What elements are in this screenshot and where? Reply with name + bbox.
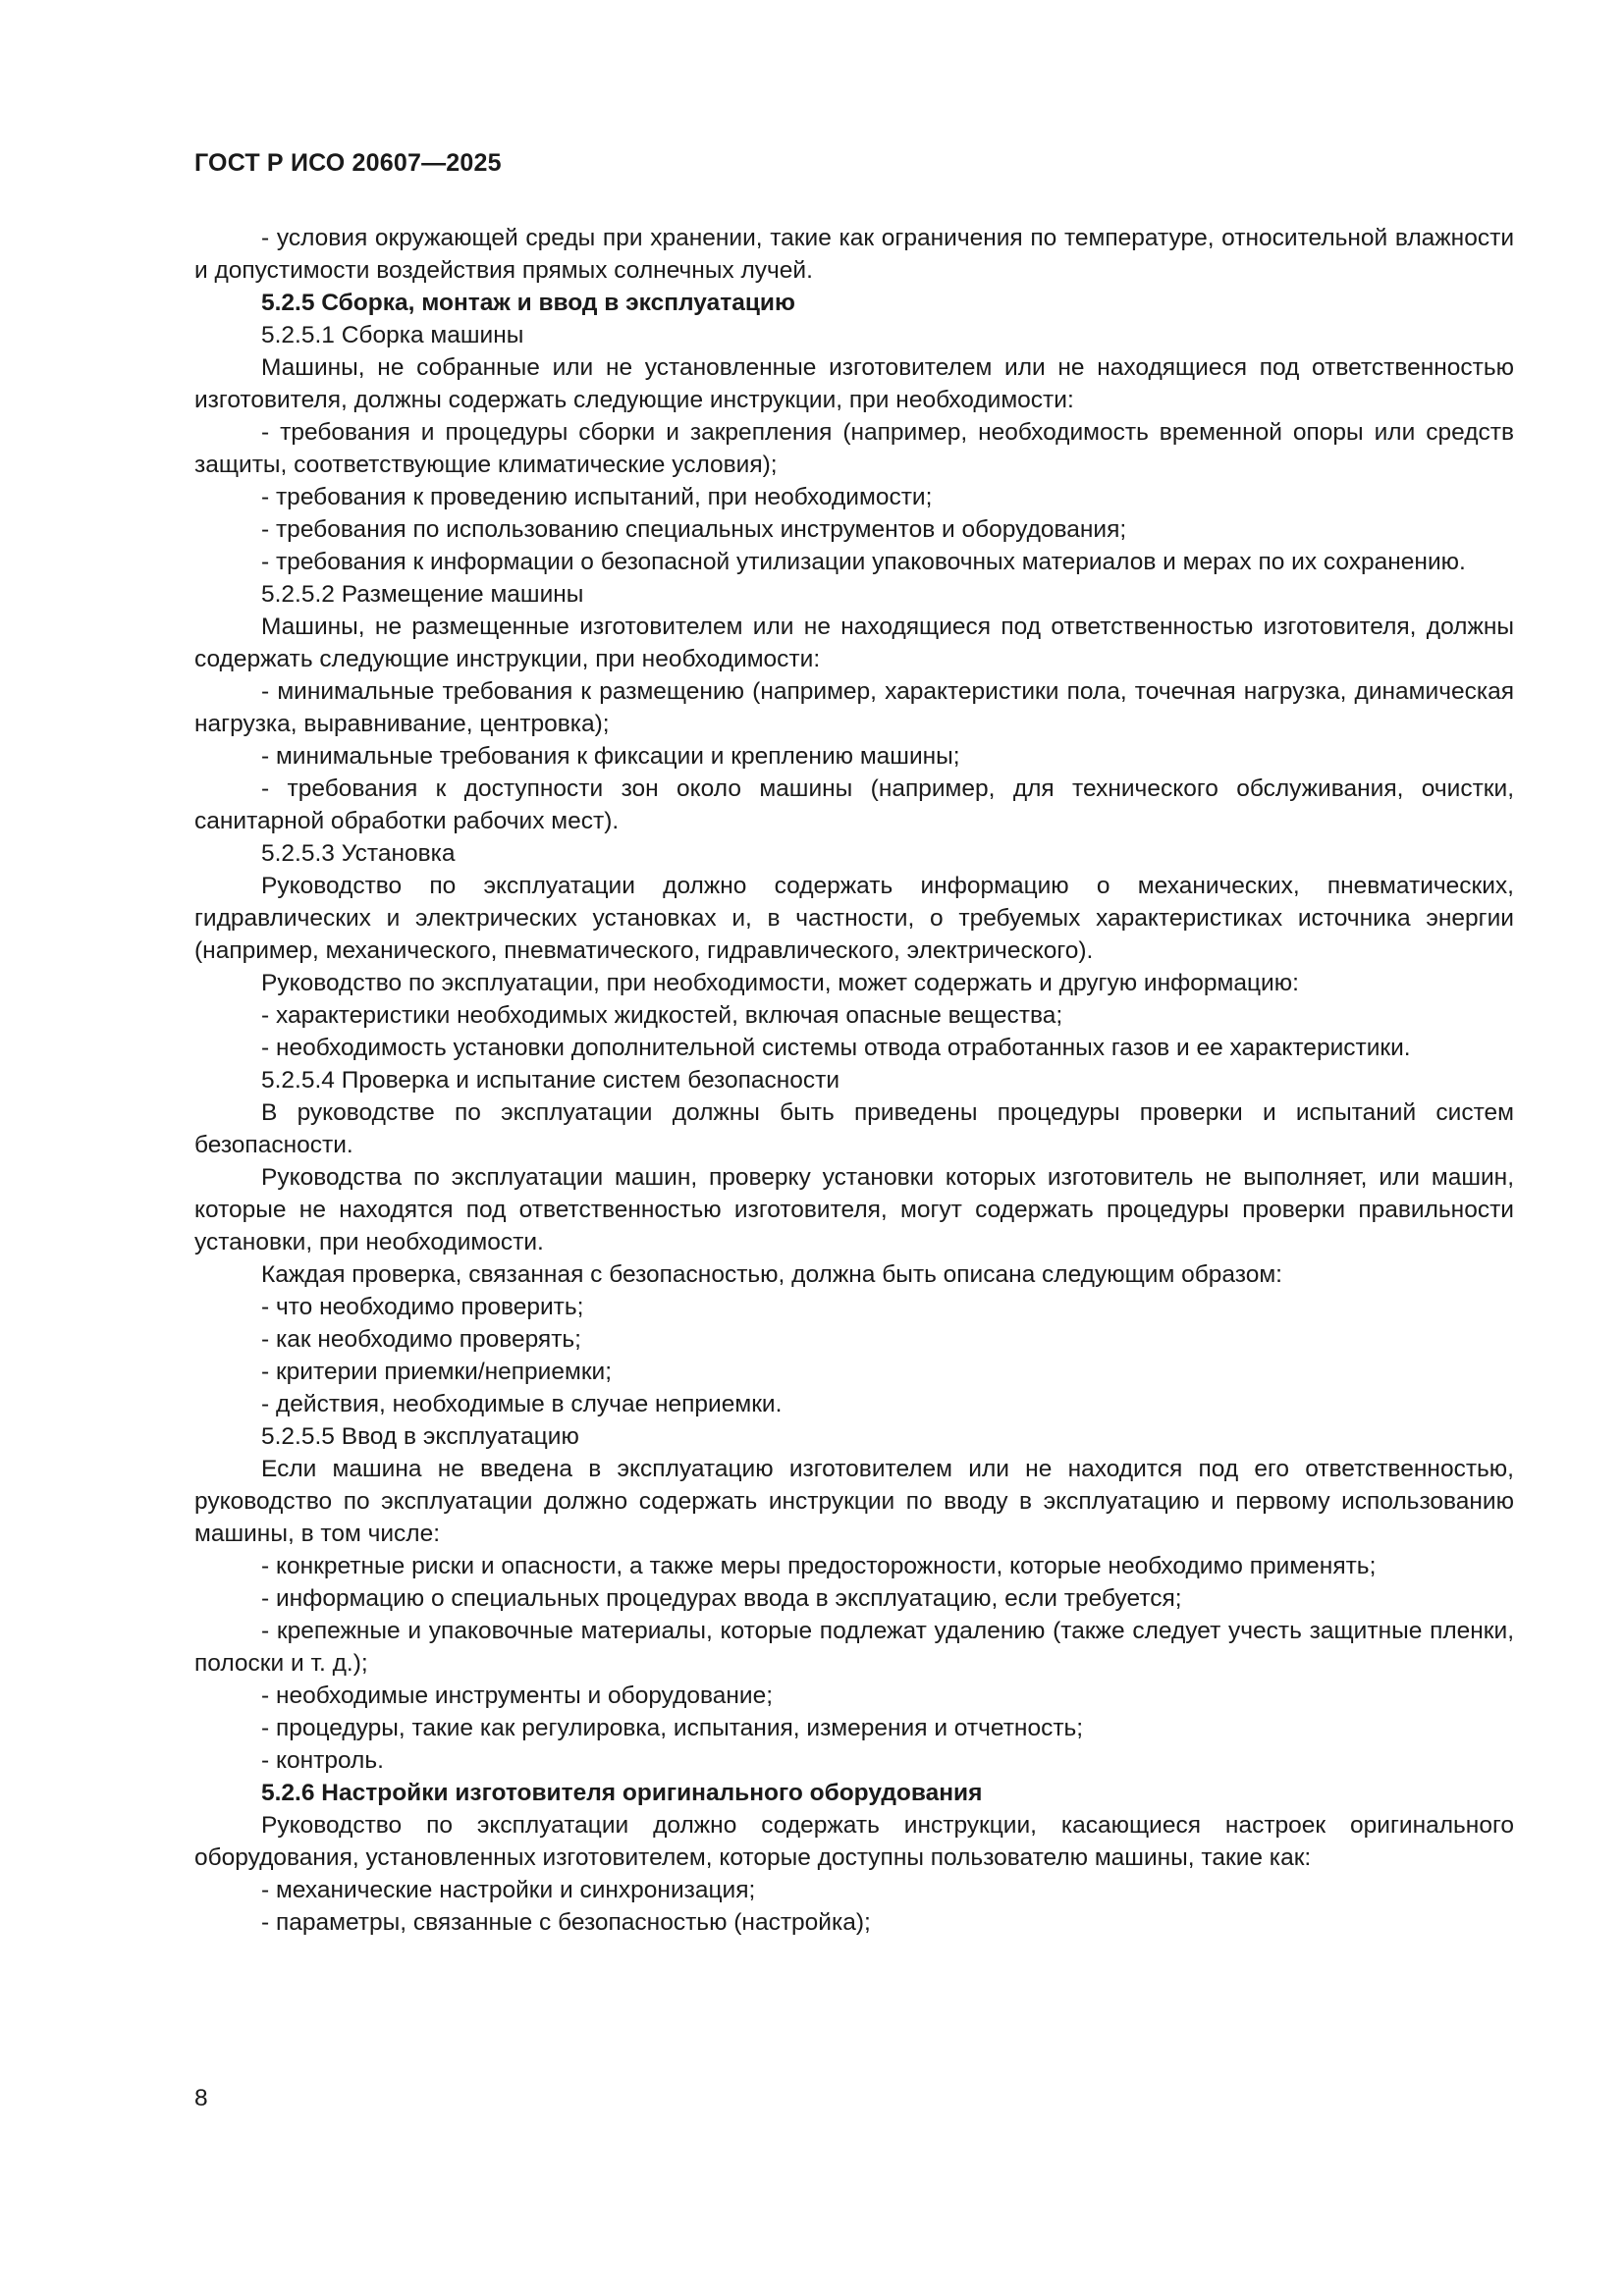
paragraph: - необходимость установки дополнительной системы отвода отработанных газов и ее характеристики. <box>261 1035 1411 1061</box>
paragraph: - критерии приемки/неприемки; <box>261 1359 613 1385</box>
paragraph: Руководство по эксплуатации должно содержать инструкции, касающиеся настроек оригинального оборудования, установленных изготовителем, которые доступны пользователю машины, такие как: <box>194 1812 1514 1871</box>
paragraph: - что необходимо проверить; <box>261 1294 584 1320</box>
paragraph: Руководства по эксплуатации машин, проверку установки которых изготовитель не выполняет, или машин, которые не находятся под ответственностью изготовителя, могут содержать процедуры проверки правильности установки, при необходимости. <box>194 1164 1514 1255</box>
paragraph: - крепежные и упаковочные материалы, которые подлежат удалению (также следует учесть защитные пленки, полоски и т. д.); <box>194 1618 1514 1677</box>
section-heading: 5.2.5 Сборка, монтаж и ввод в эксплуатацию <box>261 290 795 316</box>
paragraph: - информацию о специальных процедурах ввода в эксплуатацию, если требуется; <box>261 1585 1182 1612</box>
paragraph: - процедуры, такие как регулировка, испытания, измерения и отчетность; <box>261 1715 1084 1741</box>
subsection-heading: 5.2.5.3 Установка <box>261 840 456 867</box>
paragraph: - требования к доступности зон около машины (например, для технического обслуживания, очистки, санитарной обработки рабочих мест). <box>194 775 1514 834</box>
subsection-heading: 5.2.5.2 Размещение машины <box>261 581 584 608</box>
section-heading: 5.2.6 Настройки изготовителя оригинального оборудования <box>261 1780 983 1806</box>
paragraph: Машины, не собранные или не установленные изготовителем или не находящиеся под ответственностью изготовителя, должны содержать следующие инструкции, при необходимости: <box>194 354 1514 413</box>
paragraph: - параметры, связанные с безопасностью (настройка); <box>261 1909 871 1936</box>
subsection-heading: 5.2.5.5 Ввод в эксплуатацию <box>261 1423 579 1450</box>
paragraph: - минимальные требования к размещению (например, характеристики пола, точечная нагрузка, динамическая нагрузка, выравнивание, центровка); <box>194 678 1514 737</box>
paragraph: Руководство по эксплуатации должно содержать информацию о механических, пневматических, гидравлических и электрических установках и, в частности, о требуемых характеристиках источника энергии (например, механического, пневматического, гидравлического, электрического). <box>194 873 1514 964</box>
paragraph: - условия окружающей среды при хранении, такие как ограничения по температуре, относительной влажности и допустимости воздействия прямых солнечных лучей. <box>194 225 1514 284</box>
document-body <box>194 222 1514 1939</box>
paragraph: - механические настройки и синхронизация; <box>261 1877 756 1903</box>
paragraph: Руководство по эксплуатации, при необходимости, может содержать и другую информацию: <box>261 970 1299 996</box>
paragraph: В руководстве по эксплуатации должны быть приведены процедуры проверки и испытаний систем безопасности. <box>194 1099 1514 1158</box>
paragraph: - как необходимо проверять; <box>261 1326 581 1353</box>
paragraph: - конкретные риски и опасности, а также меры предосторожности, которые необходимо применять; <box>261 1553 1377 1579</box>
paragraph: - необходимые инструменты и оборудование; <box>261 1682 774 1709</box>
paragraph: - характеристики необходимых жидкостей, включая опасные вещества; <box>261 1002 1063 1029</box>
paragraph: - требования к информации о безопасной утилизации упаковочных материалов и мерах по их сохранению. <box>261 549 1466 575</box>
subsection-heading: 5.2.5.1 Сборка машины <box>261 322 524 348</box>
paragraph: - контроль. <box>261 1747 384 1774</box>
paragraph: - требования и процедуры сборки и закрепления (например, необходимость временной опоры или средств защиты, соответствующие климатические условия); <box>194 419 1514 478</box>
document-header: ГОСТ Р ИСО 20607—2025 <box>194 149 502 177</box>
paragraph: - минимальные требования к фиксации и креплению машины; <box>261 743 960 770</box>
paragraph: - требования к проведению испытаний, при необходимости; <box>261 484 933 510</box>
paragraph: Каждая проверка, связанная с безопасностью, должна быть описана следующим образом: <box>261 1261 1282 1288</box>
paragraph: - требования по использованию специальных инструментов и оборудования; <box>261 516 1127 543</box>
subsection-heading: 5.2.5.4 Проверка и испытание систем безопасности <box>261 1067 840 1094</box>
paragraph: Машины, не размещенные изготовителем или не находящиеся под ответственностью изготовителя, должны содержать следующие инструкции, при необходимости: <box>194 614 1514 672</box>
paragraph: - действия, необходимые в случае неприемки. <box>261 1391 783 1417</box>
page-number: 8 <box>194 2085 208 2111</box>
paragraph: Если машина не введена в эксплуатацию изготовителем или не находится под его ответственностью, руководство по эксплуатации должно содержать инструкции по вводу в эксплуатацию и первому использованию машины, в том числе: <box>194 1456 1514 1547</box>
